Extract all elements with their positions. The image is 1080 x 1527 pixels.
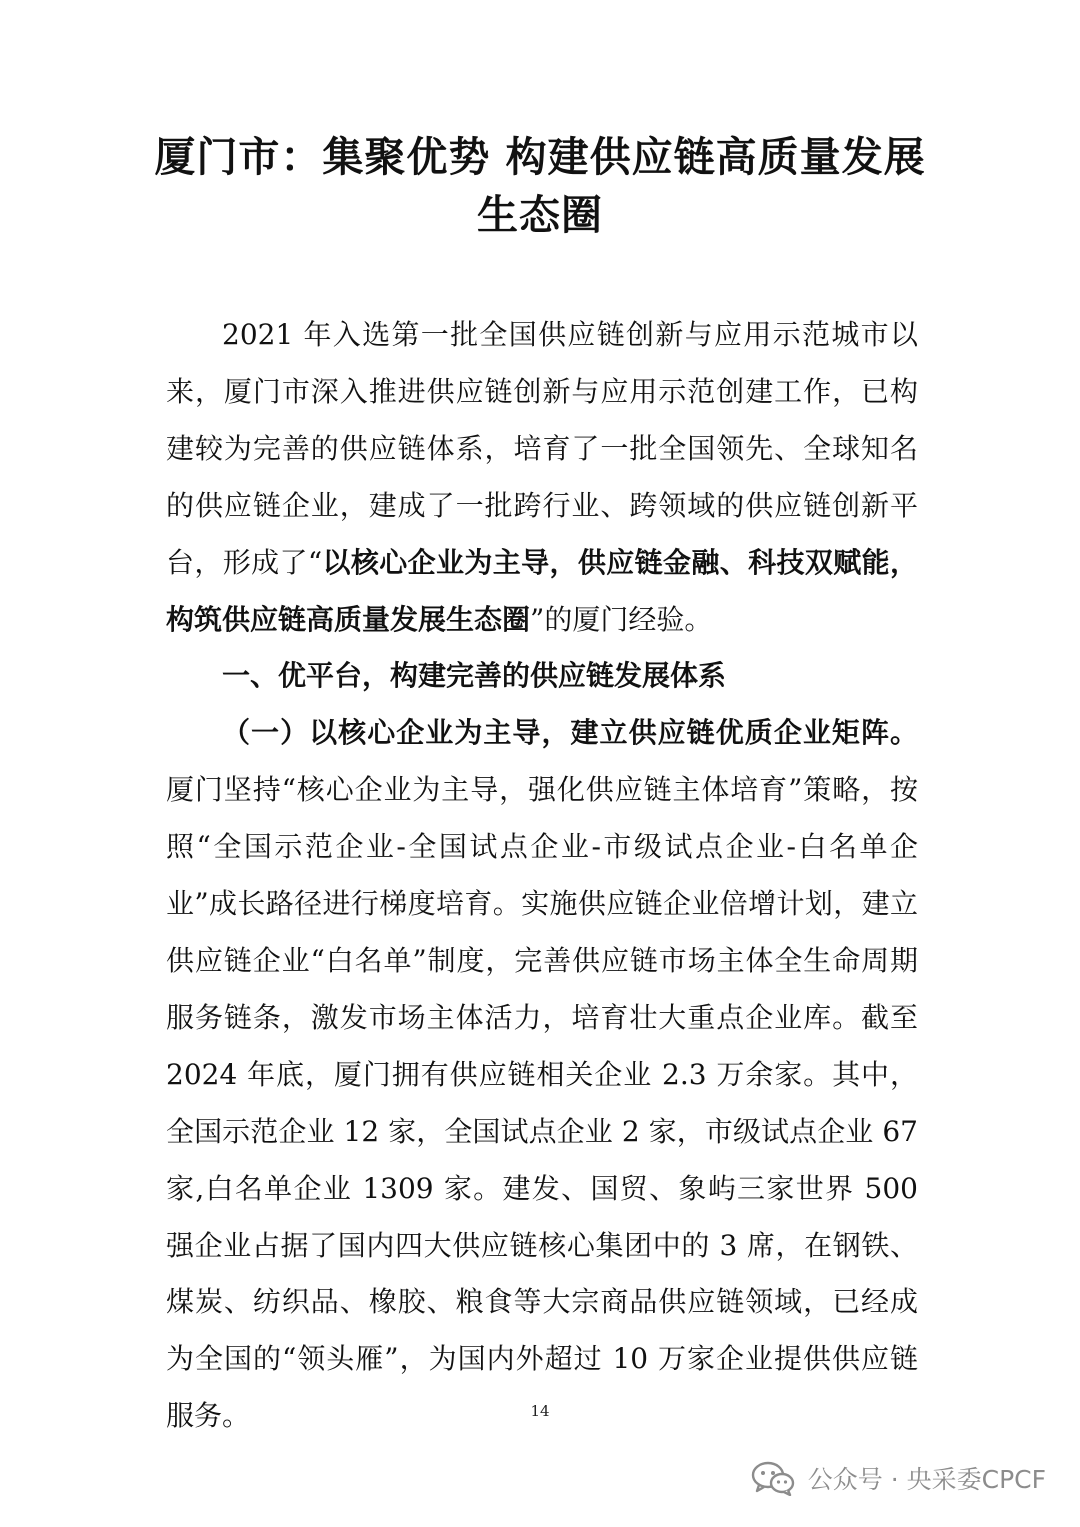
intro-paragraph — [166, 307, 918, 648]
watermark — [750, 1458, 1046, 1498]
document-body — [166, 307, 918, 1445]
section-heading-1: 一、优平台，构建完善的供应链发展体系 — [222, 659, 727, 693]
subsection-heading-1: （一）以核心企业为主导，建立供应链优质企业矩阵。 — [222, 716, 918, 750]
intro-text-bold: 以核心企业为主导，供应链金融、科技双赋能，构筑供应链高质量发展生态圈 — [166, 545, 918, 636]
subsection-paragraph-1 — [166, 705, 918, 1445]
document-title — [100, 128, 980, 244]
subsection-body-1: 厦门坚持“核心企业为主导，强化供应链主体培育”策略，按照“全国示范企业-全国试点企业-市级试点企业-白名单企业”成长路径进行梯度培育。实施供应链企业倍增计划，建立供应链企业“白名单”制度，完善供应链市场主体全生命周期服务链条，激发市场主体活力，培育壮大重点企业库。截至 2024 年底，厦门拥有供应链相关企业 2.3 万余家。其中，全国示范企业 12 家，全国试点企业 2 家，市级试点企业 67 家,白名单企业 1309 家。建发、国贸、象屿三家世界 500 强企业占据了国内四大供应链核心集团中的 3 席，在钢铁、煤炭、纺织品、橡胶、粮食等大宗商品供应链领域，已经成为全国的“领头雁”，为国内外超过 10 万家企业提供供应链服务。 — [166, 773, 918, 1433]
wechat-icon — [750, 1460, 796, 1496]
title-line-1: 厦门市：集聚优势 构建供应链高质量发展 — [154, 133, 926, 181]
intro-text-after: ”的厦门经验。 — [530, 602, 713, 636]
watermark-text: 公众号 · 央采委CPCF — [807, 1465, 1046, 1494]
page-number: 14 — [530, 1402, 550, 1420]
intro-text-before: 2021 年入选第一批全国供应链创新与应用示范城市以来，厦门市深入推进供应链创新与应用示范创建工作，已构建较为完善的供应链体系，培育了一批全国领先、全球知名的供应链企业，建成了一批跨行业、跨领域的供应链创新平台，形成了“ — [166, 318, 918, 579]
title-line-2: 生态圈 — [477, 191, 603, 239]
